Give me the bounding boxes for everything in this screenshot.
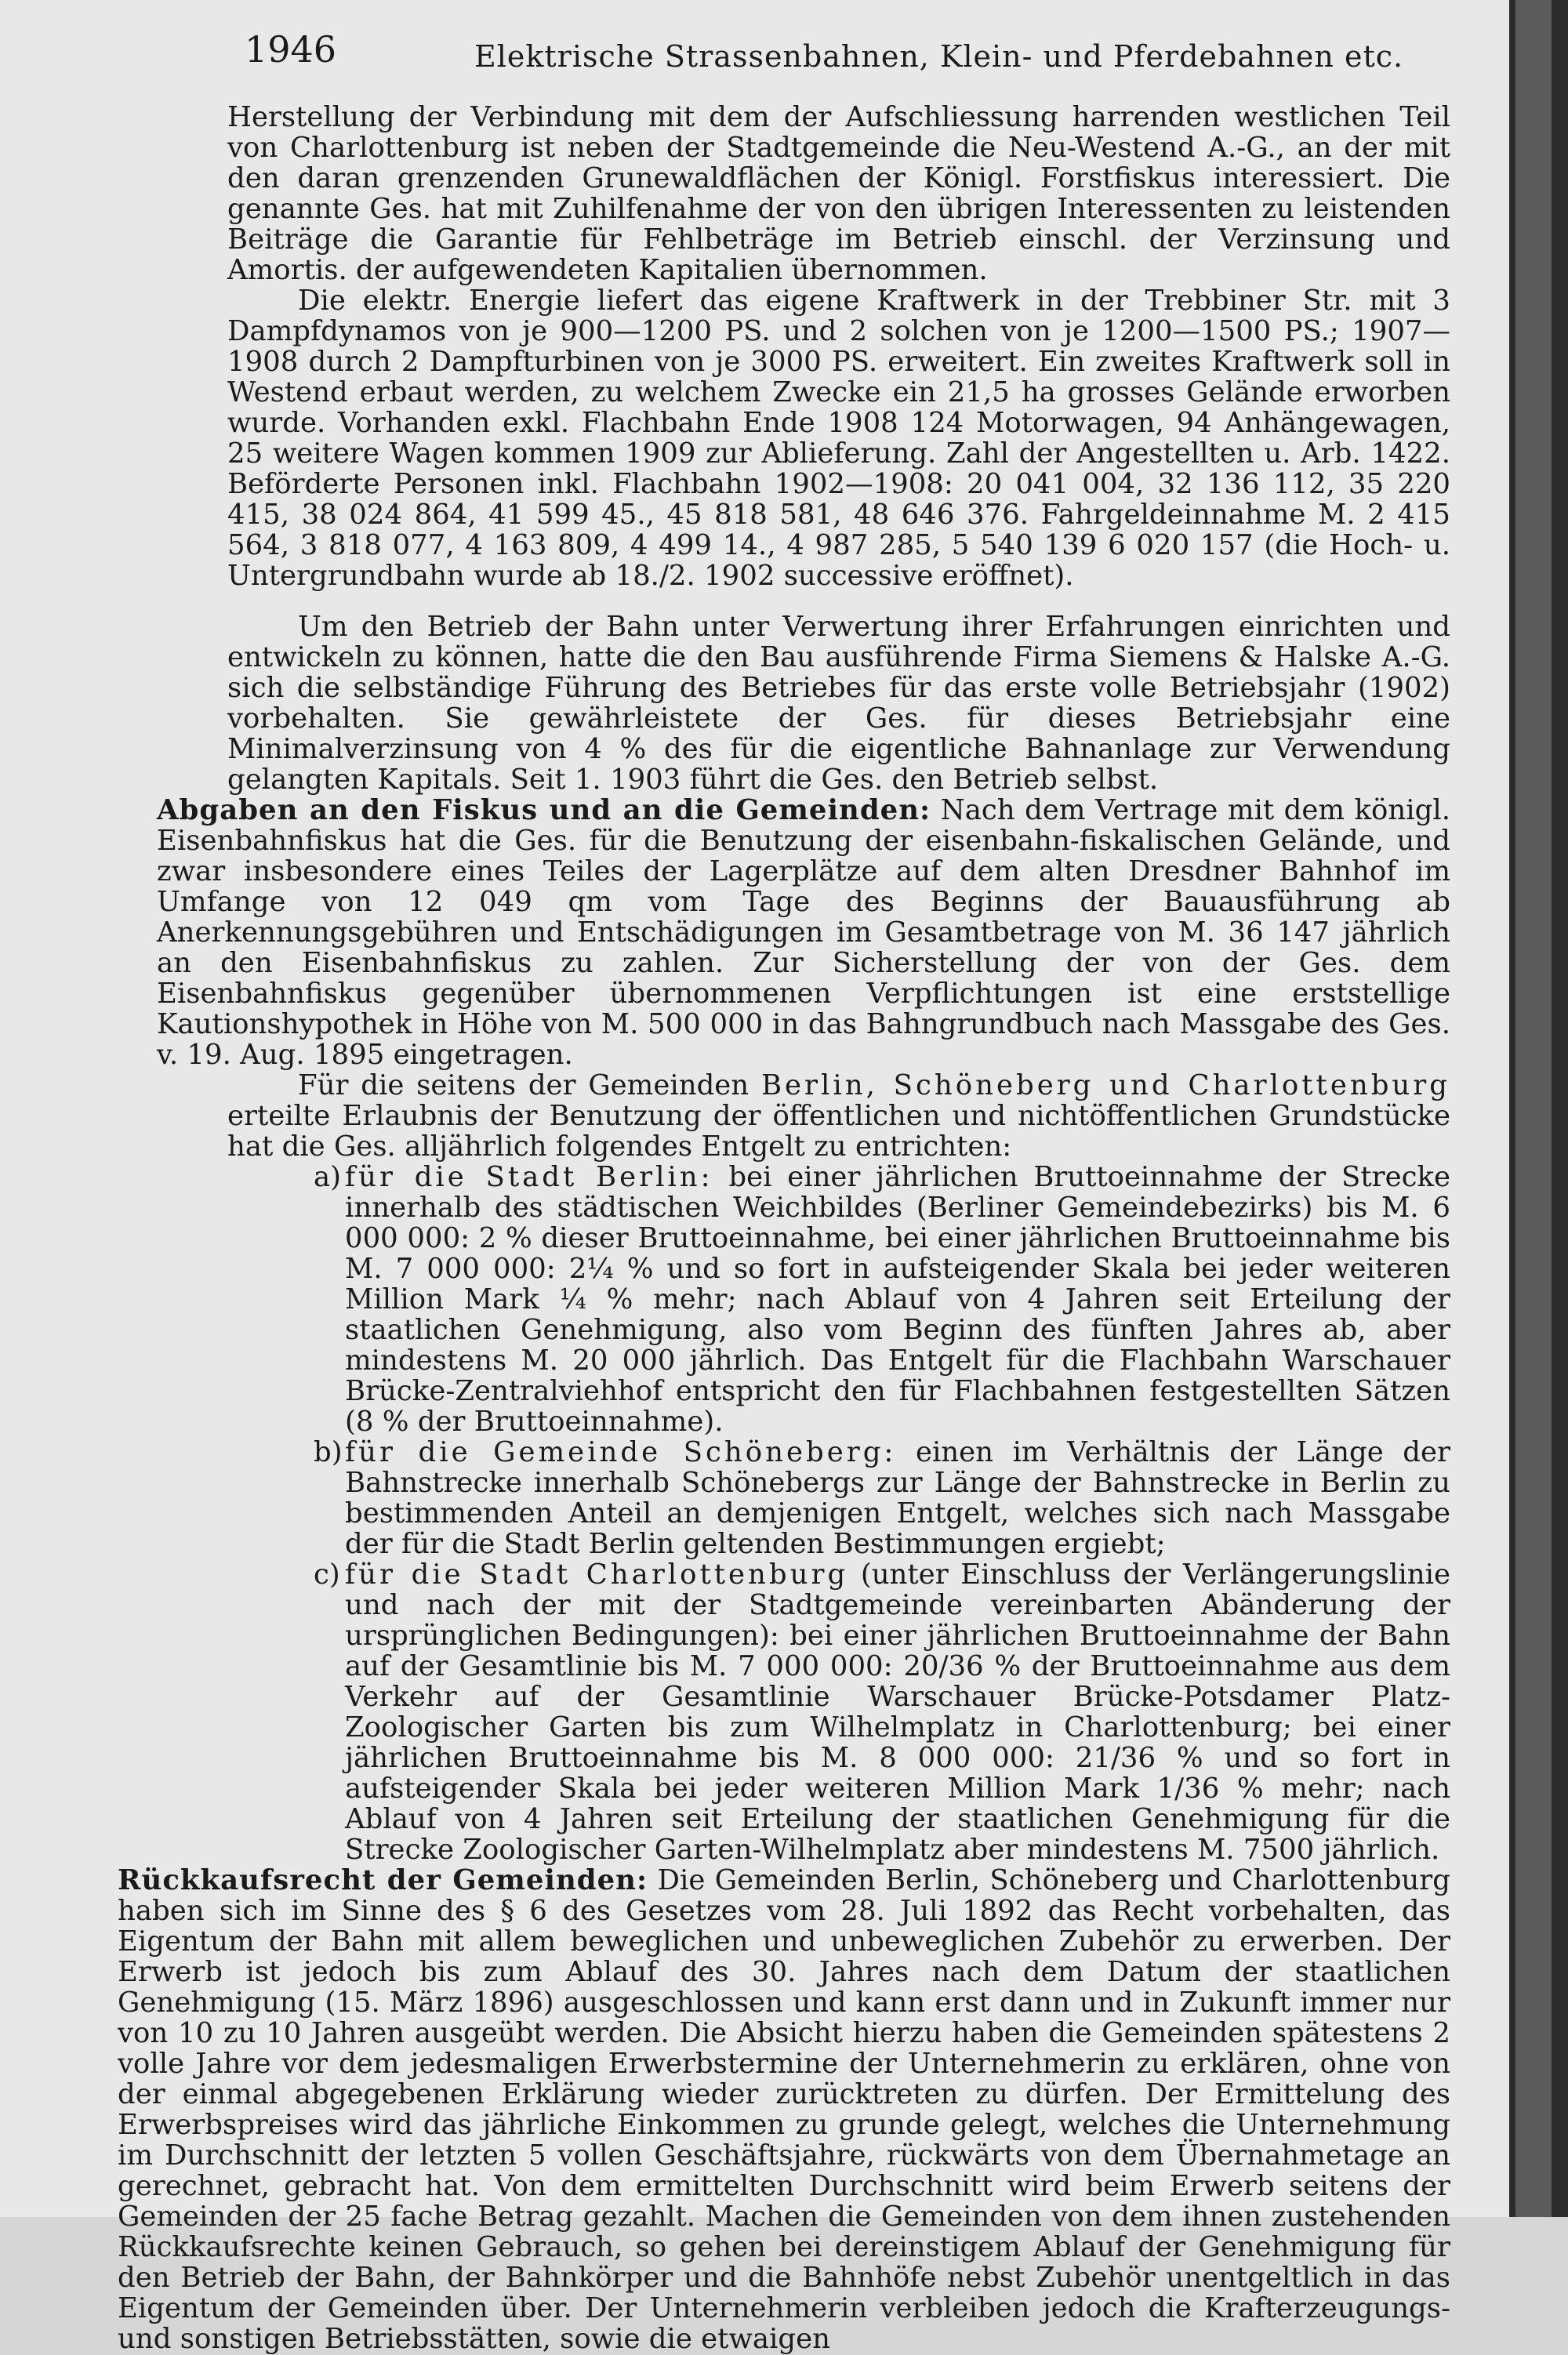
paragraph-3: Um den Betrieb der Bahn unter Verwertung ihrer Erfahrungen einrichten und entwickeln zu können, hatte die den Bau ausführende Firma Siemens & Halske A.-G. sich die selbständige Führung des Betriebes für das erste volle Betriebsjahr (1902) vorbehalten. Sie gewährleistete der Ges. für dieses Betriebsjahr eine Minimalverzinsung von 4 % des für die eigentliche Bahnanlage zur Verwendung gelangten Kapitals. Seit 1. 1903 führt die Ges. den Betrieb selbst.	[227, 611, 1450, 796]
paragraph-4-c: erteilte Erlaubnis der Benutzung der öffentlichen und nichtöffentlichen Grundstücke hat die Ges. alljährlich folgendes Entgelt zu entrichten:	[227, 1100, 1450, 1163]
list-label-c: c)	[314, 1559, 340, 1591]
section-text-rueckkauf: Die Gemeinden Berlin, Schöneberg und Charlottenburg haben sich im Sinne des § 6 des Gesetzes vom 28. Juli 1892 das Recht vorbehalten, das Eigentum der Bahn mit allem beweglichen und unbeweglichen Zubehör zu erwerben. Der Erwerb ist jedoch bis zum Ablauf des 30. Jahres nach dem Datum der staatlichen Genehmigung (15. März 1896) ausgeschlossen und kann erst dann und in Zukunft immer nur von 10 zu 10 Jahren ausgeübt werden. Die Absicht hierzu haben die Gemeinden spätestens 2 volle Jahre vor dem jedesmaligen Erwerbstermine der Unternehmerin zu erklären, ohne von der einmal abgegebenen Erklärung wieder zurücktreten zu dürfen. Der Ermittelung des Erwerbspreises wird das jährliche Einkommen zu grunde gelegt, welches die Unternehmung im Durchschnitt der letzten 5 vollen Geschäftsjahre, rückwärts von dem Übernahmetage an gerechnet, gebracht hat. Von dem ermittelten Durchschnitt wird beim Erwerb seitens der Gemeinden der 25 fache Betrag gezahlt. Machen die Gemeinden von dem ihnen zustehenden Rückkaufsrechte keinen Gebrauch, so gehen bei dereinstigem Ablauf der Genehmigung für den Betrieb der Bahn, der Bahnkörper und die Bahnhöfe nebst Zubehör unentgeltlich in das Eigentum der Gemeinden über. Der Unternehmerin verbleiben jedoch die Krafterzeugungs- und sonstigen Betriebsstätten, sowie die etwaigen	[118, 1864, 1450, 2355]
section-text-abgaben: Nach dem Vertrage mit dem königl. Eisenbahnfiskus hat die Ges. für die Benutzung der eisenbahn-fiskalischen Gelände, und zwar insbesondere eines Teiles der Lagerplätze auf dem alten Dresdner Bahnhof im Umfange von 12 049 qm vom Tage des Beginns der Bauausführung ab Anerkennungsgebühren und Entschädigungen im Gesamtbetrage von M. 36 147 jährlich an den Eisenbahnfiskus zu zahlen. Zur Sicherstellung der von der Ges. dem Eisenbahnfiskus gegenüber übernommenen Verpflichtungen ist eine erststellige Kautionshypothek in Höhe von M. 500 000 in das Bahngrundbuch nach Massgabe des Ges. v. 19. Aug. 1895 eingetragen.	[157, 794, 1450, 1071]
list-item-c	[227, 1559, 1450, 1865]
page-number: 1946	[245, 28, 337, 71]
list-label-a: a)	[314, 1161, 342, 1193]
page-header	[0, 22, 1509, 85]
list-head-a: für die Stadt Berlin:	[345, 1161, 713, 1193]
scan-dark-edge	[1509, 0, 1568, 2217]
list-text-b: einen im Verhältnis der Länge der Bahnstrecke innerhalb Schönebergs zur Länge der Bahnstrecke in Berlin zu bestimmenden Anteil an demjenigen Entgelt, welches sich nach Massgabe der für die Stadt Berlin geltenden Bestimmungen ergiebt;	[345, 1436, 1450, 1560]
section-heading-rueckkauf: Rückkaufsrecht der Gemeinden:	[118, 1864, 648, 1896]
running-title: Elektrische Strassenbahnen, Klein- und Pferdebahnen etc.	[474, 39, 1404, 74]
paragraph-4-a: Für die seitens der Gemeinden	[298, 1069, 750, 1101]
list-text-a: bei einer jährlichen Bruttoeinnahme der Strecke innerhalb des städtischen Weichbildes (Berliner Gemeindebezirks) bis M. 6 000 000: 2 % dieser Bruttoeinnahme, bei einer jährlichen Bruttoeinnahme bis M. 7 000 000: 2¼ % und so fort in aufsteigender Skala bei jeder weiteren Million Mark ¼ % mehr; nach Ablauf von 4 Jahren seit Erteilung der staatlichen Genehmigung, also vom Beginn des fünften Jahres ab, aber mindestens M. 20 000 jährlich. Das Entgelt für die Flachbahn Warschauer Brücke-Zentralviehhof entspricht den für Flachbahnen festgestellten Sätzen (8 % der Bruttoeinnahme).	[345, 1161, 1450, 1438]
section-rueckkauf	[118, 1865, 1450, 2354]
list-head-b: für die Gemeinde Schöneberg:	[345, 1436, 897, 1468]
list-item-b	[227, 1437, 1450, 1559]
paragraph-2: Die elektr. Energie liefert das eigene Kraftwerk in der Trebbiner Str. mit 3 Dampfdynamos von je 900—1200 PS. und 2 solchen von je 1200—1500 PS.; 1907—1908 durch 2 Dampfturbinen von je 3000 PS. erweitert. Ein zweites Kraftwerk soll in Westend erbaut werden, zu welchem Zwecke ein 21,5 ha grosses Gelände erworben wurde. Vorhanden exkl. Flachbahn Ende 1908 124 Motorwagen, 94 Anhängewagen, 25 weitere Wagen kommen 1909 zur Ablieferung. Zahl der Angestellten u. Arb. 1422. Beförderte Personen inkl. Flachbahn 1902—1908: 20 041 004, 32 136 112, 35 220 415, 38 024 864, 41 599 45., 45 818 581, 48 646 376. Fahrgeldeinnahme M. 2 415 564, 3 818 077, 4 163 809, 4 499 14., 4 987 285, 5 540 139 6 020 157 (die Hoch- u. Untergrundbahn wurde ab 18./2. 1902 successive eröffnet).	[227, 285, 1450, 592]
list-item-a	[227, 1162, 1450, 1437]
paragraph-4	[227, 1070, 1450, 1162]
section-heading-abgaben: Abgaben an den Fiskus und an die Gemeinden:	[157, 794, 931, 826]
list-label-b: b)	[314, 1436, 343, 1468]
paragraph-1: Herstellung der Verbindung mit dem der Aufschliessung harrenden westlichen Teil von Charlottenburg ist neben der Stadtgemeinde die Neu-Westend A.-G., an der mit den daran grenzenden Grunewaldflächen der Königl. Forstfiskus interessiert. Die genannte Ges. hat mit Zuhilfenahme der von den übrigen Interessenten zu leistenden Beiträge die Garantie für Fehlbeträge im Betrieb einschl. der Verzinsung und Amortis. der aufgewendeten Kapitalien übernommen.	[227, 101, 1450, 286]
list-head-c: für die Stadt Charlottenburg	[345, 1559, 849, 1591]
list-text-c: (unter Einschluss der Verlängerungslinie und nach der mit der Stadtgemeinde vereinbarten Abänderung der ursprünglichen Bedingungen): bei einer jährlichen Bruttoeinnahme der Bahn auf der Gesamtlinie bis M. 7 000 000: 20/36 % der Bruttoeinnahme aus dem Verkehr auf der Gesamtlinie Warschauer Brücke-Potsdamer Platz-Zoologischer Garten bis zum Wilhelmplatz in Charlottenburg; bei einer jährlichen Bruttoeinnahme bis M. 8 000 000: 21/36 % und so fort in aufsteigender Skala bei jeder weiteren Million Mark 1/36 % mehr; nach Ablauf von 4 Jahren seit Erteilung der staatlichen Genehmigung für die Strecke Zoologischer Garten-Wilhelmplatz aber mindestens M. 7500 jährlich.	[345, 1559, 1450, 1866]
section-abgaben	[157, 795, 1450, 1070]
text-column	[118, 101, 1450, 2355]
paragraph-4-b: Berlin, Schöneberg und Charlottenburg	[760, 1069, 1450, 1101]
